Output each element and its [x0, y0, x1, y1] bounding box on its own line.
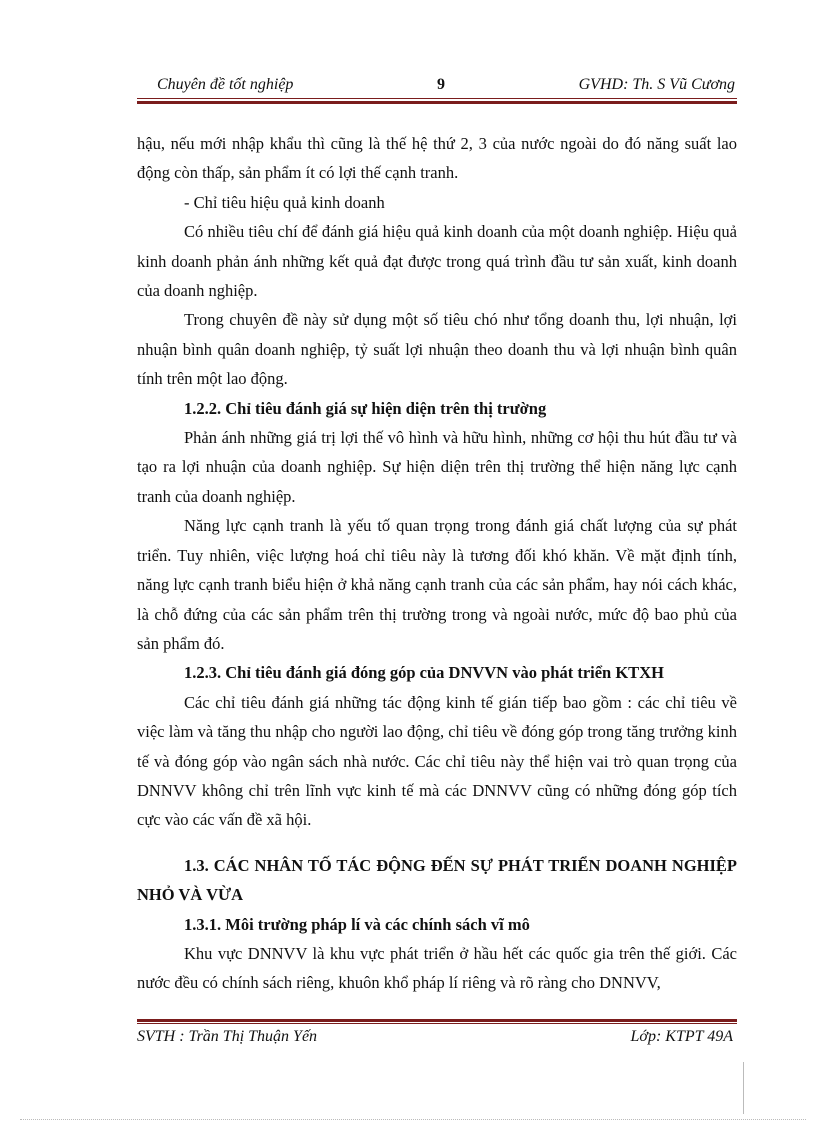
page-edge-line: [20, 1119, 806, 1120]
header-doc-title: Chuyên đề tốt nghiệp: [157, 76, 294, 93]
page-footer: [137, 1026, 737, 1050]
page-corner-mark: [743, 1062, 744, 1114]
footer-rule-thick: [137, 1019, 737, 1022]
header-page-number: 9: [437, 76, 445, 93]
paragraph: Khu vực DNNVV là khu vực phát triển ở hầu hết các quốc gia trên thế giới. Các nước đều có chính sách riêng, khuôn khổ pháp lí riêng và rõ ràng cho DNNVV,: [137, 943, 737, 993]
footer-rule-thin: [137, 1023, 737, 1024]
paragraph: Phản ánh những giá trị lợi thế vô hình và hữu hình, những cơ hội thu hút đầu tư và tạo ra lợi nhuận của doanh nghiệp. Sự hiện diện trên thị trường thể hiện năng lực cạnh tranh của doanh nghiệp.: [137, 428, 737, 506]
page-body: [137, 129, 737, 998]
paragraph: Trong chuyên đề này sử dụng một số tiêu chó như tổng doanh thu, lợi nhuận, lợi nhuận bình quân doanh nghiệp, tỷ suất lợi nhuận theo doanh thu và lợi nhuận bình quân tính trên một lao động.: [137, 310, 737, 389]
footer-class: Lớp: KTPT 49A: [630, 1028, 733, 1045]
section-heading: 1.3.1. Môi trường pháp lí và các chính sách vĩ mô: [184, 914, 530, 934]
paragraph: hậu, nếu mới nhập khẩu thì cũng là thế hệ thứ 2, 3 của nước ngoài do đó năng suất lao động còn thấp, sản phẩm ít có lợi thế cạnh tranh.: [137, 134, 737, 183]
paragraph: Năng lực cạnh tranh là yếu tố quan trọng trong đánh giá chất lượng của sự phát triển. Tuy nhiên, việc lượng hoá chỉ tiêu này là tương đối khó khăn. Về mặt định tính, năng lực cạnh tranh biểu hiện ở khả năng cạnh tranh của các sản phẩm, hay nói cách khác, là chỗ đứng của các sản phẩm trên thị trường trong và ngoài nước, mức độ bao phủ của sản phẩm đó.: [137, 516, 737, 653]
page-header: [137, 72, 737, 98]
section-heading: 1.2.2. Chỉ tiêu đánh giá sự hiện diện trên thị trường: [184, 398, 547, 418]
list-item-heading: - Chỉ tiêu hiệu quả kinh doanh: [184, 192, 385, 212]
paragraph: Có nhiều tiêu chí để đánh giá hiệu quả kinh doanh của một doanh nghiệp. Hiệu quả kinh doanh phản ánh những kết quả đạt được trong quá trình đầu tư sản xuất, kinh doanh của doanh nghiệp.: [137, 222, 737, 301]
chapter-heading: 1.3. CÁC NHÂN TỐ TÁC ĐỘNG ĐẾN SỰ PHÁT TRIỂN DOANH NGHIỆP NHỎ VÀ VỪA: [137, 855, 737, 905]
header-rule-thick: [137, 101, 737, 104]
footer-author: SVTH : Trần Thị Thuận Yến: [137, 1028, 318, 1045]
header-rule-thin: [137, 98, 737, 99]
paragraph: Các chỉ tiêu đánh giá những tác động kinh tế gián tiếp bao gồm : các chỉ tiêu về việc làm và tăng thu nhập cho người lao động, chỉ tiêu về đóng góp trong tăng trưởng kinh tế và đóng góp vào ngân sách nhà nước. Các chỉ tiêu này thể hiện vai trò quan trọng của DNNVV không chỉ trên lĩnh vực kinh tế mà các DNNVV cũng có những đóng góp tích cực vào các vấn đề xã hội.: [137, 692, 737, 830]
header-supervisor: GVHD: Th. S Vũ Cương: [578, 76, 735, 93]
section-heading: 1.2.3. Chỉ tiêu đánh giá đóng góp của DNVVN vào phát triển KTXH: [184, 663, 664, 683]
